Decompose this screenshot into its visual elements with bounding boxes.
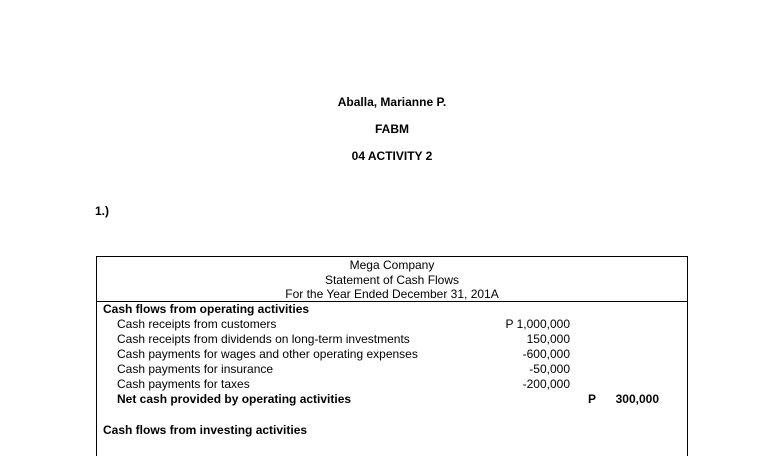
question-number: 1.) [95,204,110,218]
line-item-label: Cash payments for taxes [117,377,250,391]
line-item-label: Cash receipts from dividends on long-term investments [117,332,410,346]
statement-title: Statement of Cash Flows [324,272,460,287]
activity-title: 04 ACTIVITY 2 [351,149,433,163]
operating-section-title-row [97,302,687,317]
line-item [97,362,687,377]
line-item [97,347,687,362]
investing-section-title: Cash flows from investing activities [103,423,308,437]
line-item-amount: -50,000 [529,362,570,376]
line-item-amount: -200,000 [522,377,570,391]
operating-total-currency: P [588,392,597,406]
line-item-amount: -600,000 [522,347,570,361]
line-item-amount: P 1,000,000 [505,317,570,331]
statement-heading [97,257,687,302]
statement-period: For the Year Ended December 31, 201A [285,287,499,301]
operating-total-label: Net cash provided by operating activities [117,392,352,406]
student-name: Aballa, Marianne P. [337,95,447,109]
line-item-amount: 150,000 [526,332,570,346]
section-spacer [97,407,687,423]
line-item [97,377,687,392]
company-name: Mega Company [349,258,435,272]
line-item-label: Cash payments for insurance [117,362,274,376]
operating-section-title: Cash flows from operating activities [103,302,310,316]
operating-total-amount: 300,000 [615,392,659,406]
operating-total-row [97,392,687,407]
line-item [97,317,687,332]
line-item-label: Cash payments for wages and other operating expenses [117,347,418,361]
line-item [97,332,687,347]
line-item-label: Cash receipts from customers [117,317,277,331]
cash-flow-statement [96,256,688,456]
subject-title: FABM [375,122,409,136]
investing-section-title-row [97,423,687,438]
